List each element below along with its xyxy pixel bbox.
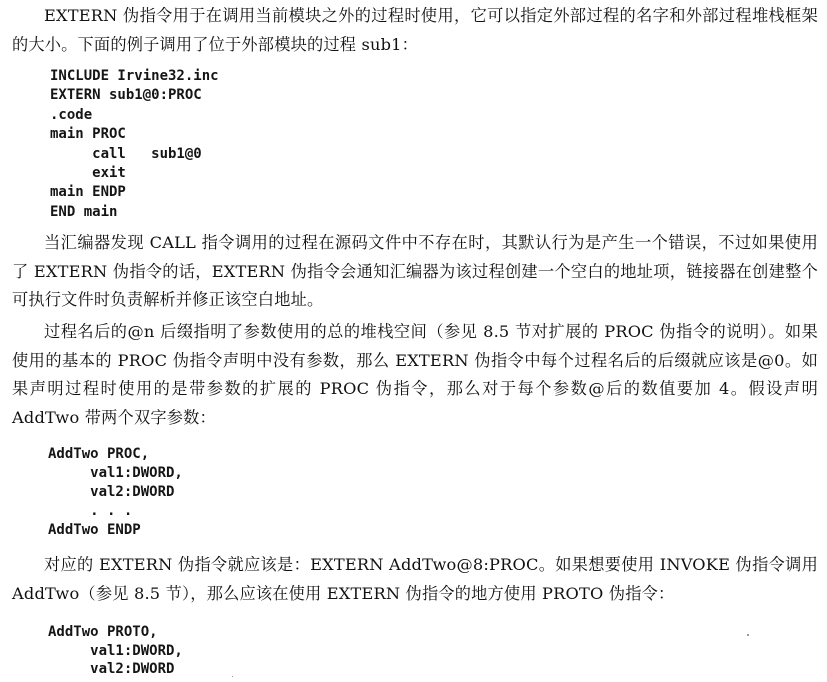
- code-line: main PROC: [50, 126, 126, 143]
- code-line: AddTwo PROTO,: [48, 624, 158, 640]
- code-line: val1:DWORD,: [48, 465, 183, 481]
- paragraph-extern-intro: [12, 2, 818, 59]
- code-line: val2:DWORD: [48, 661, 175, 677]
- code-line: AddTwo PROC,: [48, 446, 150, 462]
- paragraph-extern-proto: [12, 551, 818, 608]
- code-line: call sub1@0: [50, 145, 202, 162]
- code-line: exit: [50, 164, 126, 181]
- code-block-addtwo-proto: [48, 623, 183, 679]
- paragraph-text: 当汇编器发现 CALL 指令调用的过程在源码文件中不存在时，其默认行为是产生一个错误，不过如果使用了 EXTERN 伪指令的话，EXTERN 伪指令会通知汇编器为该过程创建一个空白的地址项，链接器在创建整个可执行文件时负责解析并修正该空白地址。: [12, 233, 818, 309]
- code-line: main ENDP: [50, 184, 126, 201]
- code-block-addtwo-proc: [48, 445, 183, 540]
- paragraph-call-behavior: [12, 229, 818, 315]
- code-line: val1:DWORD,: [48, 642, 183, 659]
- code-line: .code: [50, 106, 93, 123]
- code-line: . . .: [48, 503, 133, 519]
- code-line: val2:DWORD: [48, 484, 175, 500]
- code-block-extern-example: [50, 67, 219, 222]
- paragraph-suffix-explanation: [12, 318, 818, 432]
- scan-speck: [232, 676, 233, 677]
- code-line: AddTwo ENDP: [48, 522, 141, 538]
- code-line: END main: [50, 203, 118, 220]
- paragraph-text: 过程名后的@n 后缀指明了参数使用的总的堆栈空间（参见 8.5 节对扩展的 PROC 伪指令的说明）。如果使用的基本的 PROC 伪指令声明中没有参数，那么 EXTERN 伪指令中每个过程名后的后缀就应该是@0。如果声明过程时使用的是带参数的扩展的 PROC 伪指令，那么对于每个参数@后的数值要加 4。假设声明 AddTwo 带两个双字参数：: [12, 322, 818, 427]
- code-line: INCLUDE Irvine32.inc: [50, 68, 219, 84]
- scan-speck: [747, 634, 749, 636]
- paragraph-text: 对应的 EXTERN 伪指令就应该是：EXTERN AddTwo@8:PROC。如果想要使用 INVOKE 伪指令调用 AddTwo（参见 8.5 节），那么应该在使用 EXTERN 伪指令的地方使用 PROTO 伪指令：: [12, 555, 818, 603]
- paragraph-text: EXTERN 伪指令用于在调用当前模块之外的过程时使用，它可以指定外部过程的名字和外部过程堆栈框架的大小。下面的例子调用了位于外部模块的过程 sub1：: [12, 6, 818, 54]
- code-line: EXTERN sub1@0:PROC: [50, 87, 202, 104]
